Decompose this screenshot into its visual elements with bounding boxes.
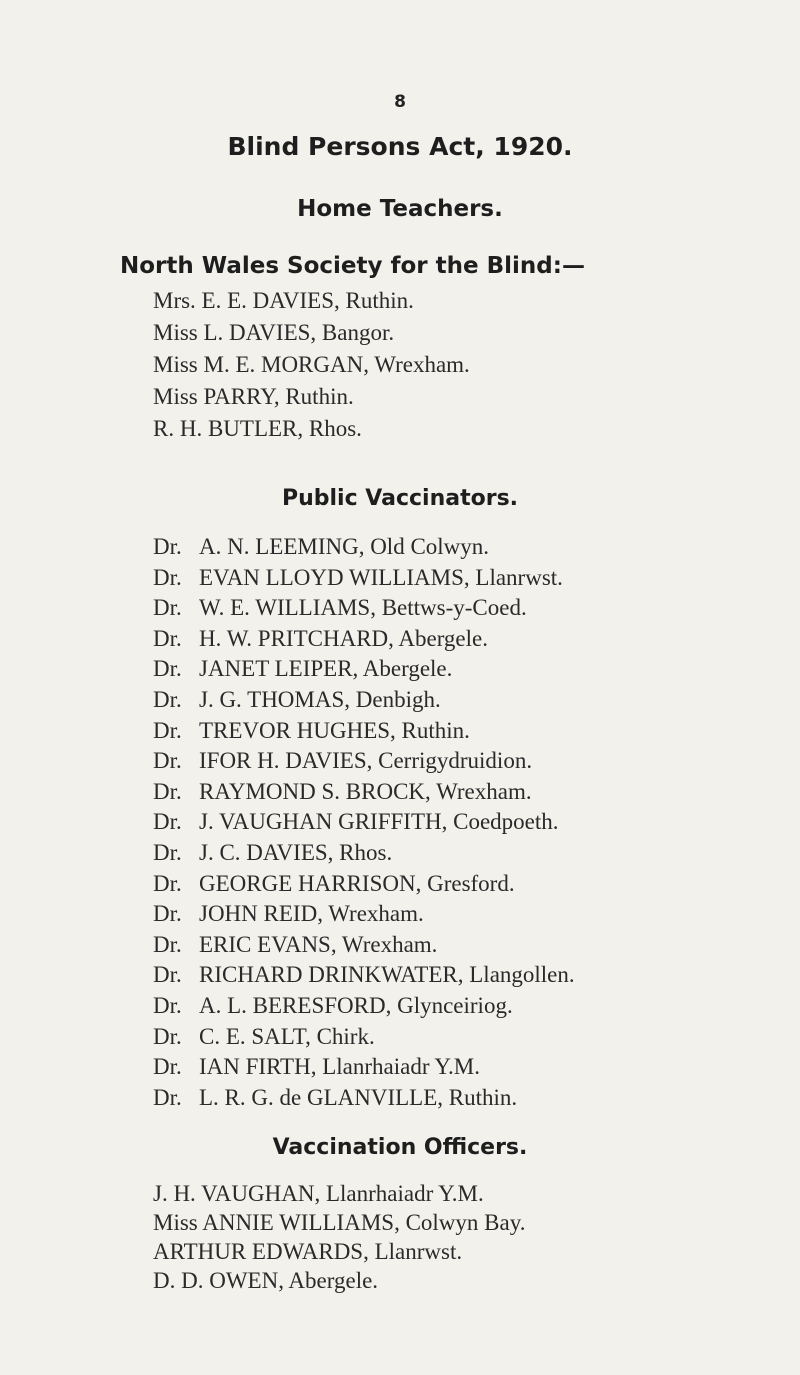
list-item — [153, 1083, 575, 1114]
list-item: D. D. OWEN, Abergele. — [153, 1268, 379, 1293]
section-heading-public-vaccinators: Public Vaccinators. — [281, 486, 519, 511]
list-item — [153, 1022, 575, 1053]
entry-name: A. L. BERESFORD, Glynceiriog. — [199, 992, 513, 1018]
title-prefix: Dr. — [153, 839, 182, 865]
list-item — [153, 777, 575, 808]
list-item: ARTHUR EDWARDS, Llanrwst. — [153, 1239, 463, 1264]
title-prefix: Dr. — [153, 625, 182, 651]
list-item — [153, 716, 575, 747]
title-prefix: Dr. — [153, 656, 182, 682]
entry-name: J. VAUGHAN GRIFFITH, Coedpoeth. — [199, 809, 559, 835]
list-item: Miss ANNIE WILLIAMS, Colwyn Bay. — [153, 1210, 526, 1235]
entry-name: RICHARD DRINKWATER, Llangollen. — [199, 962, 575, 988]
list-item — [153, 991, 575, 1022]
title-prefix: Dr. — [153, 1023, 182, 1049]
list-item — [153, 532, 575, 563]
title-prefix: Dr. — [153, 748, 182, 774]
title-prefix: Dr. — [153, 717, 182, 743]
title-prefix: Dr. — [153, 870, 182, 896]
entry-name: TREVOR HUGHES, Ruthin. — [199, 717, 470, 743]
entry-name: ERIC EVANS, Wrexham. — [199, 931, 438, 957]
list-item — [153, 685, 575, 716]
title-prefix: Dr. — [153, 595, 182, 621]
entry-name: EVAN LLOYD WILLIAMS, Llanrwst. — [199, 564, 563, 590]
list-item — [153, 869, 575, 900]
title-prefix: Dr. — [153, 778, 182, 804]
vaccination-officers-list — [153, 1179, 525, 1295]
list-item — [153, 563, 575, 594]
list-item: R. H. BUTLER, Rhos. — [153, 416, 362, 441]
list-item — [153, 1052, 575, 1083]
title-prefix: Dr. — [153, 534, 182, 559]
entry-name: H. W. PRITCHARD, Abergele. — [199, 625, 488, 651]
list-item — [153, 624, 575, 655]
home-teachers-list — [153, 285, 470, 445]
title-prefix: Dr. — [153, 992, 182, 1018]
list-item: Miss L. DAVIES, Bangor. — [153, 320, 395, 345]
organization-heading: North Wales Society for the Blind:— — [120, 253, 585, 279]
list-item — [153, 838, 575, 869]
entry-name: J. G. THOMAS, Denbigh. — [199, 686, 441, 712]
list-item: Mrs. E. E. DAVIES, Ruthin. — [153, 288, 414, 313]
list-item — [153, 960, 575, 991]
entry-name: W. E. WILLIAMS, Bettws-y-Coed. — [199, 595, 527, 621]
entry-name: J. C. DAVIES, Rhos. — [199, 839, 393, 865]
entry-name: L. R. G. de GLANVILLE, Ruthin. — [199, 1084, 518, 1110]
entry-name: IAN FIRTH, Llanrhaiadr Y.M. — [199, 1054, 480, 1080]
entry-name: IFOR H. DAVIES, Cerrigydruidion. — [199, 748, 533, 774]
title-prefix: Dr. — [153, 809, 182, 835]
list-item: Miss M. E. MORGAN, Wrexham. — [153, 352, 470, 377]
list-item — [153, 654, 575, 685]
entry-name: JOHN REID, Wrexham. — [199, 901, 424, 927]
list-item: J. H. VAUGHAN, Llanrhaiadr Y.M. — [153, 1181, 484, 1206]
list-item — [153, 746, 575, 777]
entry-name: RAYMOND S. BROCK, Wrexham. — [199, 778, 532, 804]
entry-name: A. N. LEEMING, Old Colwyn. — [199, 534, 490, 559]
public-vaccinators-list — [153, 532, 575, 1113]
list-item — [153, 593, 575, 624]
entry-name: GEORGE HARRISON, Gresford. — [199, 870, 515, 896]
list-item — [153, 930, 575, 961]
title-prefix: Dr. — [153, 931, 182, 957]
title-prefix: Dr. — [153, 901, 182, 927]
page-number: 8 — [394, 92, 406, 112]
title-prefix: Dr. — [153, 564, 182, 590]
list-item — [153, 899, 575, 930]
entry-name: C. E. SALT, Chirk. — [199, 1023, 375, 1049]
list-item: Miss PARRY, Ruthin. — [153, 384, 354, 409]
title-prefix: Dr. — [153, 1084, 182, 1110]
title-prefix: Dr. — [153, 962, 182, 988]
list-item — [153, 807, 575, 838]
title-prefix: Dr. — [153, 686, 182, 712]
page-title: Blind Persons Act, 1920. — [227, 132, 573, 161]
section-heading-home-teachers: Home Teachers. — [297, 196, 503, 222]
title-prefix: Dr. — [153, 1054, 182, 1080]
section-heading-vaccination-officers: Vaccination Officers. — [272, 1135, 528, 1160]
entry-name: JANET LEIPER, Abergele. — [199, 656, 453, 682]
